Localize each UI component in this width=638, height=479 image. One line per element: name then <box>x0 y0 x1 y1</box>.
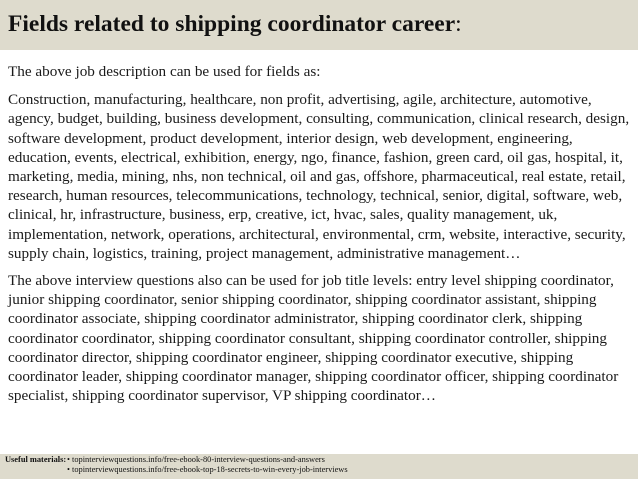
bullet-icon: • <box>67 465 70 474</box>
footer-row-1 <box>5 455 638 465</box>
page-title-text: Fields related to shipping coordinator career <box>8 11 456 37</box>
fields-paragraph: Construction, manufacturing, healthcare, non profit, advertising, agile, architecture, automotive, agency, budget, building, business development, consulting, communication, clinical research, design, software development, product development, interior design, web development, engineering, education, events, electrical, exhibition, energy, ngo, finance, fashion, green card, oil gas, hospital, it, marketing, media, mining, nhs, non technical, oil and gas, offshore, pharmaceutical, real estate, retail, research, human resources, telecommunications, technology, technical, senior, digital, software, web, clinical, hr, infrastructure, business, erp, creative, ict, hvac, sales, quality management, uk, implementation, network, operations, architectural, environmental, crm, website, interactive, security, supply chain, logistics, training, project management, administrative management… <box>8 91 630 262</box>
intro-paragraph: The above job description can be used for fields as: <box>8 63 321 80</box>
footer-bar <box>0 454 638 479</box>
job-levels-paragraph: The above interview questions also can be used for job title levels: entry level shipping coordinator, junior shipping coordinator, senior shipping coordinator, shipping coordinator assistant, shipping coordinator associate, shipping coordinator administrator, shipping coordinator clerk, shipping coordinator coordinator, shipping coordinator consultant, shipping coordinator controller, shipping coordinator director, shipping coordinator engineer, shipping coordinator executive, shipping coordinator leader, shipping coordinator manager, shipping coordinator officer, shipping coordinator specialist, shipping coordinator supervisor, VP shipping coordinator… <box>8 272 619 405</box>
page-title-colon: : <box>455 11 462 37</box>
main-content <box>8 62 636 405</box>
footer-row-2 <box>5 465 638 475</box>
page-title <box>8 11 638 38</box>
footer-label-separator: : <box>63 455 67 464</box>
bullet-icon: • <box>67 455 70 464</box>
footer-link-2[interactable]: topinterviewquestions.info/free-ebook-top-18-secrets-to-win-every-job-interviews <box>72 465 348 474</box>
footer-label-text: Useful materials <box>5 455 64 464</box>
footer-link-1[interactable]: topinterviewquestions.info/free-ebook-80-interview-questions-and-answers <box>72 455 325 464</box>
footer-label <box>5 455 67 465</box>
title-bar <box>0 0 638 50</box>
